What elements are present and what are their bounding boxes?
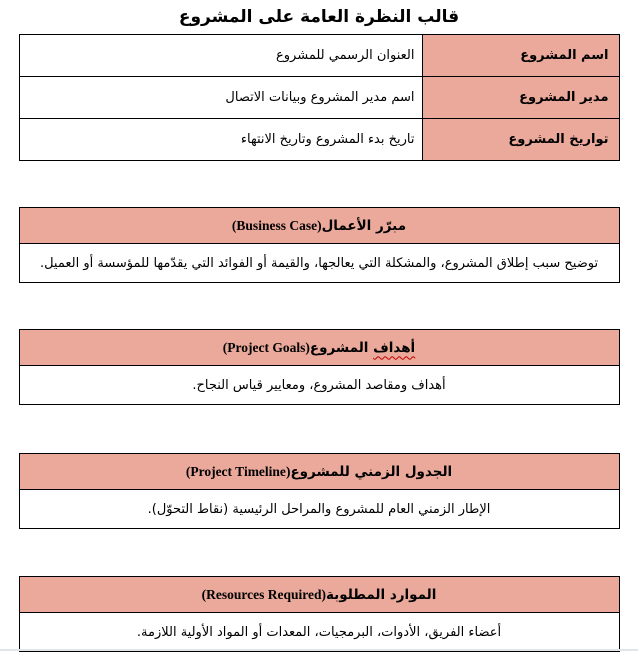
table-row	[19, 35, 619, 77]
section-body-resources-required: أعضاء الفريق، الأدوات، البرمجيات، المعدات أو المواد الأولية اللازمة.	[19, 613, 619, 652]
section-title-english: (Project Goals)	[222, 339, 310, 355]
info-value-project-dates: تاريخ بدء المشروع وتاريخ الانتهاء	[19, 119, 422, 161]
section-title-arabic: الجدول الزمني للمشروع	[290, 463, 453, 480]
info-label-project-dates: تواريخ المشروع	[422, 119, 619, 161]
table-row	[19, 77, 619, 119]
section-title-english: (Project Timeline)	[185, 463, 291, 479]
section-project-goals	[19, 329, 620, 405]
section-title-arabic: المشروع	[309, 339, 374, 356]
table-row	[19, 119, 619, 161]
info-value-project-name: العنوان الرسمي للمشروع	[19, 35, 422, 77]
table-row	[19, 330, 619, 366]
section-title-arabic: مبرّر الأعمال	[321, 217, 407, 234]
section-header-resources-required	[19, 577, 619, 613]
section-resources-required	[19, 576, 620, 652]
section-title-english: (Resources Required)	[201, 586, 326, 602]
section-header-project-timeline	[19, 454, 619, 490]
section-body-project-goals: أهداف ومقاصد المشروع، ومعايير قياس النجاح.	[19, 366, 619, 405]
table-row	[19, 613, 619, 652]
table-row	[19, 244, 619, 283]
section-body-business-case: توضيح سبب إطلاق المشروع، والمشكلة التي يعالجها، والقيمة أو الفوائد التي يقدّمها للمؤسسة أو العميل.	[19, 244, 619, 283]
page-title: قالب النظرة العامة على المشروع	[178, 7, 460, 27]
info-value-project-manager: اسم مدير المشروع وبيانات الاتصال	[19, 77, 422, 119]
page-bottom-edge	[0, 649, 638, 651]
section-title-arabic: الموارد المطلوبة	[326, 586, 437, 603]
section-body-project-timeline: الإطار الزمني العام للمشروع والمراحل الرئيسية (نقاط التحوّل).	[19, 490, 619, 529]
info-label-project-manager: مدير المشروع	[422, 77, 619, 119]
section-title-arabic-spellcheck-flagged: أهداف	[373, 339, 416, 356]
table-row	[19, 454, 619, 490]
table-row	[19, 577, 619, 613]
table-row	[19, 366, 619, 405]
section-header-business-case	[19, 208, 619, 244]
section-business-case	[19, 207, 620, 283]
info-label-project-name: اسم المشروع	[422, 35, 619, 77]
section-header-project-goals	[19, 330, 619, 366]
section-project-timeline	[19, 453, 620, 529]
table-row	[19, 208, 619, 244]
table-row	[19, 490, 619, 529]
section-title-english: (Business Case)	[231, 217, 322, 233]
project-info-table	[19, 34, 620, 161]
